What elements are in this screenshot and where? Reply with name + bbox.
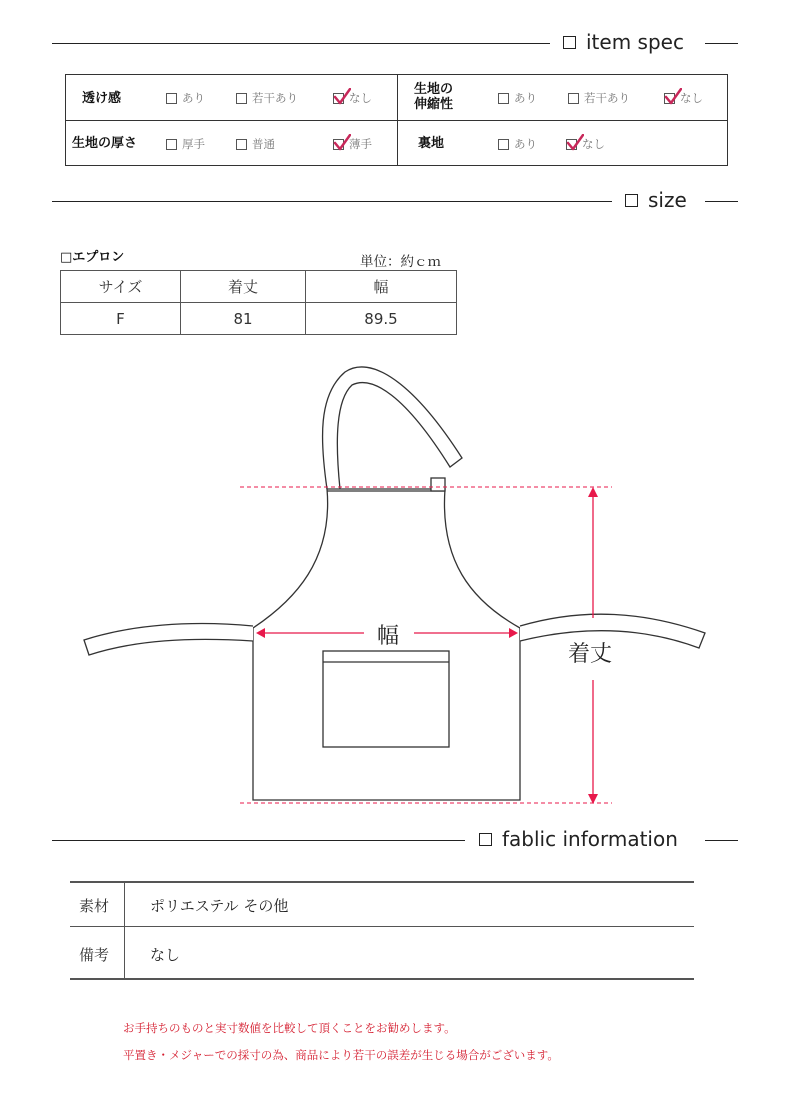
- section-title-text: fablic information: [502, 827, 678, 851]
- section-divider: [52, 201, 612, 202]
- checkbox-checked: [566, 139, 577, 150]
- table-cell: 89.5: [306, 303, 457, 335]
- section-title-text: size: [648, 188, 687, 212]
- table-cell: F: [61, 303, 181, 335]
- checkbox-checked: [333, 139, 344, 150]
- divider: [70, 926, 694, 927]
- size-table-caption: □エプロン: [60, 250, 125, 265]
- checkbox-checked: [664, 93, 675, 104]
- waist-tie-right: [520, 614, 705, 648]
- spec-option-text: なし: [349, 91, 372, 105]
- check-mark-icon: [566, 134, 584, 152]
- section-title-text: item spec: [586, 30, 684, 54]
- checkbox-square-icon: [479, 833, 492, 846]
- checkbox: [568, 93, 579, 104]
- checkbox-square-icon: [563, 36, 576, 49]
- section-title-item-spec: [563, 30, 684, 54]
- checkbox: [236, 139, 247, 150]
- check-mark-icon: [333, 134, 351, 152]
- spec-option-text: あり: [514, 91, 537, 105]
- section-title-size: [625, 188, 687, 212]
- spec-option-text: なし: [582, 137, 605, 151]
- checkbox: [166, 93, 177, 104]
- buckle: [431, 478, 445, 491]
- item-spec-table: [65, 74, 728, 166]
- table-header-cell: サイズ: [61, 271, 181, 303]
- note-text: 平置き・メジャーでの採寸の為、商品により若干の誤差が生じる場合がございます。: [123, 1048, 559, 1062]
- pocket: [323, 651, 449, 747]
- checkbox: [166, 139, 177, 150]
- section-title-fabric: [479, 827, 678, 851]
- spec-option: [568, 90, 630, 106]
- divider: [70, 881, 694, 883]
- section-divider: [52, 840, 465, 841]
- spec-option: [498, 90, 537, 106]
- arrowhead-icon: [588, 794, 598, 804]
- spec-label-thickness: 生地の厚さ: [72, 136, 138, 151]
- table-cell: 81: [181, 303, 306, 335]
- waist-tie-left: [84, 624, 253, 655]
- spec-option-text: なし: [680, 91, 703, 105]
- spec-option-text: あり: [182, 91, 205, 105]
- table-header-row: [61, 271, 457, 303]
- spec-option: [236, 136, 275, 152]
- spec-label-sheerness: 透け感: [82, 91, 122, 106]
- checkbox: [236, 93, 247, 104]
- spec-label-line: 生地の: [414, 82, 454, 97]
- spec-option: [166, 90, 205, 106]
- checkbox-checked: [333, 93, 344, 104]
- spec-option-text: 若干あり: [252, 91, 298, 105]
- spec-option: [498, 136, 537, 152]
- fabric-value-material: ポリエステル その他: [150, 897, 289, 915]
- fabric-label-material: 素材: [79, 897, 110, 915]
- spec-option: [166, 136, 205, 152]
- spec-option-text: 普通: [252, 137, 275, 151]
- arrowhead-icon: [588, 487, 598, 497]
- spec-option-selected: [333, 90, 372, 106]
- divider: [397, 75, 398, 165]
- apron-diagram: [0, 350, 800, 820]
- width-measure-label: 幅: [377, 624, 400, 649]
- check-mark-icon: [333, 88, 351, 106]
- table-header-cell: 幅: [306, 271, 457, 303]
- spec-option-selected: [566, 136, 605, 152]
- spec-label-lining: 裏地: [418, 136, 445, 151]
- table-header-cell: 着丈: [181, 271, 306, 303]
- spec-option-text: 薄手: [349, 137, 372, 151]
- spec-option-text: あり: [514, 137, 537, 151]
- spec-option-selected: [664, 90, 703, 106]
- unit-label: 単位：約ｃｍ: [360, 254, 441, 270]
- section-divider: [705, 201, 738, 202]
- divider: [70, 978, 694, 980]
- spec-option: [236, 90, 298, 106]
- note-text: お手持ちのものと実寸数値を比較して頂くことをお勧めします。: [123, 1021, 456, 1035]
- fabric-label-remarks: 備考: [79, 946, 110, 964]
- checkbox: [498, 139, 509, 150]
- section-divider: [705, 43, 738, 44]
- table-row: [61, 303, 457, 335]
- fabric-value-remarks: なし: [150, 946, 181, 964]
- checkbox: [498, 93, 509, 104]
- section-divider: [705, 840, 738, 841]
- spec-label-line: 伸縮性: [414, 97, 454, 112]
- size-table: [60, 270, 457, 335]
- neck-strap: [322, 367, 462, 489]
- spec-option-text: 若干あり: [584, 91, 630, 105]
- length-measure-label: 着丈: [568, 642, 613, 667]
- divider: [124, 883, 125, 978]
- spec-option-text: 厚手: [182, 137, 205, 151]
- section-divider: [52, 43, 550, 44]
- spec-label-stretch: [414, 82, 453, 112]
- checkbox-square-icon: [625, 194, 638, 207]
- spec-option-selected: [333, 136, 372, 152]
- check-mark-icon: [664, 88, 682, 106]
